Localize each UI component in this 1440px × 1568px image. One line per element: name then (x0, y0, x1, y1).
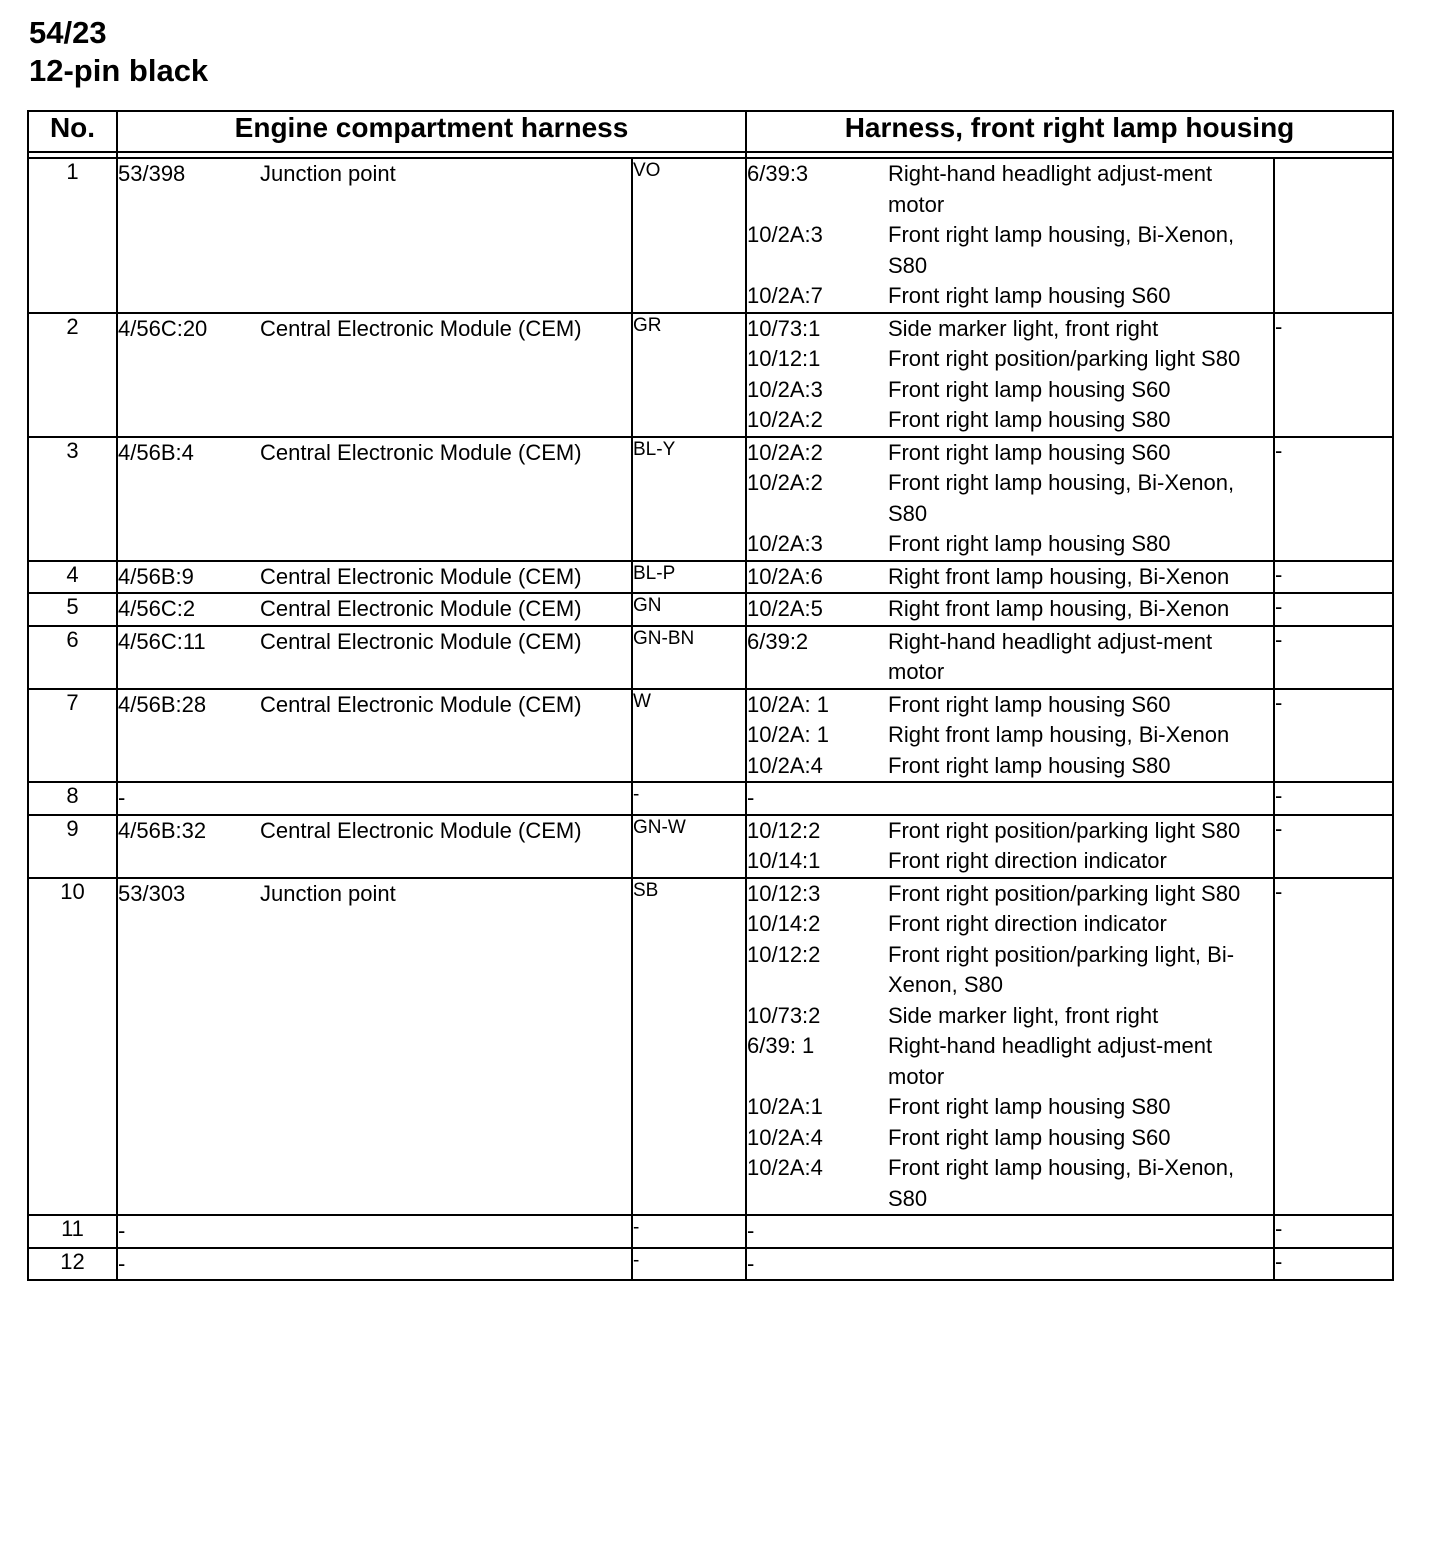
engine-connector-description: Central Electronic Module (CEM) (260, 628, 582, 654)
engine-harness-cell (117, 158, 632, 313)
header-lamp-harness: Harness, front right lamp housing (746, 111, 1393, 152)
lamp-harness-cell (746, 1248, 1274, 1281)
lamp-connection (747, 879, 1273, 910)
lamp-connector-description: Front right lamp housing, Bi-Xenon, S80 (888, 1155, 1235, 1211)
extra-column-cell: - (1274, 815, 1393, 878)
extra-column-cell: - (1274, 689, 1393, 783)
lamp-harness-cell (746, 313, 1274, 437)
lamp-connector-code: 10/2A:3 (747, 531, 823, 556)
table-row (28, 313, 1393, 437)
lamp-harness-cell (746, 437, 1274, 561)
extra-column-cell: - (1274, 1248, 1393, 1281)
lamp-connector-code: 10/2A:1 (747, 1094, 823, 1119)
header-engine-harness: Engine compartment harness (117, 111, 746, 152)
extra-column-cell: - (1274, 437, 1393, 561)
extra-column-cell: - (1274, 1215, 1393, 1248)
lamp-connector-code: 10/12:1 (747, 346, 821, 371)
lamp-connection (747, 751, 1273, 782)
engine-connector-description: Central Electronic Module (CEM) (260, 596, 582, 621)
engine-connector-description: Central Electronic Module (CEM) (260, 691, 582, 717)
pin-number: 9 (28, 815, 117, 878)
connector-description: 12-pin black (29, 53, 209, 88)
lamp-connection (747, 940, 1273, 1001)
lamp-connector-description: Front right lamp housing S60 (888, 691, 1171, 717)
lamp-connector-code: - (747, 785, 755, 810)
lamp-connector-description (888, 1249, 1273, 1280)
pin-number: 7 (28, 689, 117, 783)
engine-connector-description (260, 1216, 631, 1246)
lamp-connector-code: 6/39:3 (747, 161, 809, 186)
lamp-connector-description: Right-hand headlight adjust-ment motor (888, 161, 1213, 217)
lamp-connection (747, 468, 1273, 529)
wire-color: W (632, 689, 746, 783)
pin-number: 4 (28, 561, 117, 594)
wire-color: VO (632, 158, 746, 313)
lamp-connector-code: 10/2A:6 (747, 563, 823, 589)
lamp-connection (747, 220, 1273, 281)
table-header-row (28, 111, 1393, 152)
extra-column-cell: - (1274, 593, 1393, 626)
lamp-connector-description: Right front lamp housing, Bi-Xenon (888, 596, 1230, 621)
lamp-harness-cell (746, 689, 1274, 783)
table-body (28, 158, 1393, 1280)
table-row (28, 689, 1393, 783)
lamp-connector-description: Front right lamp housing S80 (888, 1094, 1171, 1119)
engine-connector-description: Junction point (260, 161, 396, 186)
lamp-connection (747, 594, 1273, 625)
pin-number: 8 (28, 782, 117, 815)
lamp-harness-cell (746, 815, 1274, 878)
table-row (28, 1248, 1393, 1281)
lamp-connector-code: - (747, 1250, 755, 1276)
engine-connector-description: Junction point (260, 880, 396, 906)
connector-id: 54/23 (29, 15, 107, 50)
pin-number: 3 (28, 437, 117, 561)
engine-harness-cell (117, 593, 632, 626)
extra-column-cell: - (1274, 626, 1393, 689)
lamp-connector-description (888, 783, 1273, 814)
lamp-connector-code: 10/2A:2 (747, 470, 823, 495)
lamp-connection (747, 562, 1273, 593)
lamp-connector-description: Right front lamp housing, Bi-Xenon (888, 563, 1230, 589)
lamp-connection (747, 720, 1273, 751)
pin-number: 5 (28, 593, 117, 626)
extra-column-cell: - (1274, 313, 1393, 437)
pin-number: 6 (28, 626, 117, 689)
lamp-connection (747, 1153, 1273, 1214)
table-row (28, 782, 1393, 815)
engine-harness-cell (117, 815, 632, 878)
lamp-connector-description: Front right lamp housing, Bi-Xenon, S80 (888, 222, 1235, 278)
lamp-connector-description: Right-hand headlight adjust-ment motor (888, 1033, 1213, 1089)
pin-number: 1 (28, 158, 117, 313)
lamp-connector-code: 10/2A:3 (747, 376, 823, 402)
wire-color: - (632, 1248, 746, 1281)
pin-number: 11 (28, 1215, 117, 1248)
lamp-connection (747, 783, 1273, 814)
lamp-harness-cell (746, 158, 1274, 313)
lamp-connector-description (888, 1216, 1273, 1247)
lamp-connector-description: Right-hand headlight adjust-ment motor (888, 628, 1213, 684)
table-row (28, 626, 1393, 689)
wire-color: GN-W (632, 815, 746, 878)
lamp-connection (747, 314, 1273, 345)
lamp-connector-code: 10/2A: 1 (747, 722, 829, 747)
lamp-connector-code: 6/39: 1 (747, 1033, 815, 1058)
engine-connector-code: - (118, 1218, 126, 1243)
engine-connector-code: 53/398 (118, 161, 186, 186)
page-title (29, 14, 208, 90)
engine-connector-description (260, 1249, 631, 1279)
lamp-connection (747, 529, 1273, 560)
lamp-connector-code: 10/2A:3 (747, 222, 823, 247)
lamp-harness-cell (746, 878, 1274, 1216)
lamp-harness-cell (746, 561, 1274, 594)
engine-connector-code: 4/56B:9 (118, 563, 194, 589)
lamp-connection (747, 909, 1273, 940)
lamp-connector-description: Front right lamp housing S80 (888, 752, 1171, 778)
lamp-connector-code: 10/14:1 (747, 848, 821, 873)
lamp-connection (747, 1249, 1273, 1280)
lamp-connector-description: Front right lamp housing S80 (888, 531, 1171, 556)
lamp-connector-description: Front right lamp housing S60 (888, 439, 1171, 465)
lamp-connection (747, 438, 1273, 469)
extra-column-cell: - (1274, 561, 1393, 594)
lamp-connector-code: 10/2A:4 (747, 1155, 823, 1180)
lamp-connector-description: Front right position/parking light, Bi-Xenon, S80 (888, 941, 1235, 997)
lamp-connector-code: 10/2A:7 (747, 283, 823, 308)
pin-number: 12 (28, 1248, 117, 1281)
lamp-connection (747, 405, 1273, 436)
lamp-connection (747, 281, 1273, 312)
lamp-connector-description: Front right direction indicator (888, 848, 1167, 873)
wire-color: GR (632, 313, 746, 437)
lamp-connector-code: 10/14:2 (747, 911, 821, 936)
wire-color: SB (632, 878, 746, 1216)
engine-harness-cell (117, 561, 632, 594)
engine-harness-cell (117, 626, 632, 689)
engine-connector-code: 4/56B:28 (118, 691, 207, 717)
wire-color: GN-BN (632, 626, 746, 689)
lamp-connector-description: Front right position/parking light S80 (888, 346, 1241, 371)
table-row (28, 158, 1393, 313)
lamp-connection (747, 344, 1273, 375)
lamp-connector-description: Front right lamp housing, Bi-Xenon, S80 (888, 470, 1235, 526)
lamp-connector-code: 10/12:3 (747, 880, 821, 906)
lamp-connector-description: Front right lamp housing S60 (888, 376, 1171, 402)
lamp-connector-description: Front right lamp housing S80 (888, 407, 1171, 432)
lamp-connector-code: 6/39:2 (747, 628, 809, 654)
lamp-connector-code: 10/2A: 1 (747, 691, 829, 717)
lamp-connector-description: Side marker light, front right (888, 315, 1159, 341)
engine-connector-description: Central Electronic Module (CEM) (260, 439, 582, 465)
lamp-connector-code: 10/2A:2 (747, 439, 823, 465)
engine-harness-cell (117, 689, 632, 783)
lamp-connector-code: 10/2A:2 (747, 407, 823, 432)
lamp-connection (747, 375, 1273, 406)
table-row (28, 593, 1393, 626)
header-no: No. (28, 111, 117, 152)
lamp-connection (747, 690, 1273, 721)
engine-connector-code: 4/56C:11 (118, 628, 206, 654)
lamp-connector-code: 10/73:1 (747, 315, 821, 341)
lamp-harness-cell (746, 626, 1274, 689)
lamp-connection (747, 816, 1273, 847)
engine-connector-description: Central Electronic Module (CEM) (260, 315, 582, 341)
wire-color: BL-P (632, 561, 746, 594)
pin-number: 10 (28, 878, 117, 1216)
engine-connector-description (260, 783, 631, 813)
table-row (28, 1215, 1393, 1248)
lamp-connection (747, 1216, 1273, 1247)
lamp-connection (747, 1031, 1273, 1092)
engine-harness-cell (117, 313, 632, 437)
lamp-connector-description: Front right position/parking light S80 (888, 880, 1241, 906)
engine-connector-code: - (118, 1250, 126, 1276)
engine-connector-code: 4/56B:32 (118, 817, 207, 843)
table-row (28, 437, 1393, 561)
engine-harness-cell (117, 782, 632, 815)
lamp-connection (747, 1001, 1273, 1032)
lamp-harness-cell (746, 782, 1274, 815)
engine-connector-code: - (118, 785, 126, 810)
engine-harness-cell (117, 878, 632, 1216)
lamp-harness-cell (746, 593, 1274, 626)
engine-connector-code: 4/56C:20 (118, 315, 208, 341)
engine-harness-cell (117, 1248, 632, 1281)
table-row (28, 878, 1393, 1216)
lamp-connector-code: 10/2A:4 (747, 752, 823, 778)
engine-connector-description: Central Electronic Module (CEM) (260, 817, 582, 843)
engine-connector-description: Central Electronic Module (CEM) (260, 563, 582, 589)
lamp-connector-code: 10/2A:5 (747, 596, 823, 621)
engine-harness-cell (117, 437, 632, 561)
lamp-connector-code: 10/73:2 (747, 1002, 821, 1028)
extra-column-cell (1274, 158, 1393, 313)
lamp-connector-code: 10/12:2 (747, 817, 821, 843)
table-row (28, 815, 1393, 878)
lamp-connection (747, 1123, 1273, 1154)
lamp-connection (747, 846, 1273, 877)
lamp-connector-code: 10/2A:4 (747, 1124, 823, 1150)
wire-color: GN (632, 593, 746, 626)
lamp-connector-description: Front right lamp housing S60 (888, 283, 1171, 308)
engine-harness-cell (117, 1215, 632, 1248)
wire-color: BL-Y (632, 437, 746, 561)
pin-table (27, 110, 1394, 1281)
lamp-connector-description: Side marker light, front right (888, 1002, 1159, 1028)
wire-color: - (632, 782, 746, 815)
lamp-connector-code: - (747, 1218, 755, 1243)
lamp-connector-description: Front right lamp housing S60 (888, 1124, 1171, 1150)
engine-connector-code: 4/56B:4 (118, 439, 194, 465)
extra-column-cell: - (1274, 782, 1393, 815)
lamp-connector-description: Front right direction indicator (888, 911, 1167, 936)
lamp-connection (747, 627, 1273, 688)
lamp-connection (747, 159, 1273, 220)
lamp-connector-description: Front right position/parking light S80 (888, 817, 1241, 843)
lamp-connector-description: Right front lamp housing, Bi-Xenon (888, 722, 1230, 747)
table-row (28, 561, 1393, 594)
engine-connector-code: 53/303 (118, 880, 186, 906)
lamp-harness-cell (746, 1215, 1274, 1248)
pin-number: 2 (28, 313, 117, 437)
engine-connector-code: 4/56C:2 (118, 596, 196, 621)
lamp-connection (747, 1092, 1273, 1123)
extra-column-cell: - (1274, 878, 1393, 1216)
wire-color: - (632, 1215, 746, 1248)
lamp-connector-code: 10/12:2 (747, 941, 821, 967)
